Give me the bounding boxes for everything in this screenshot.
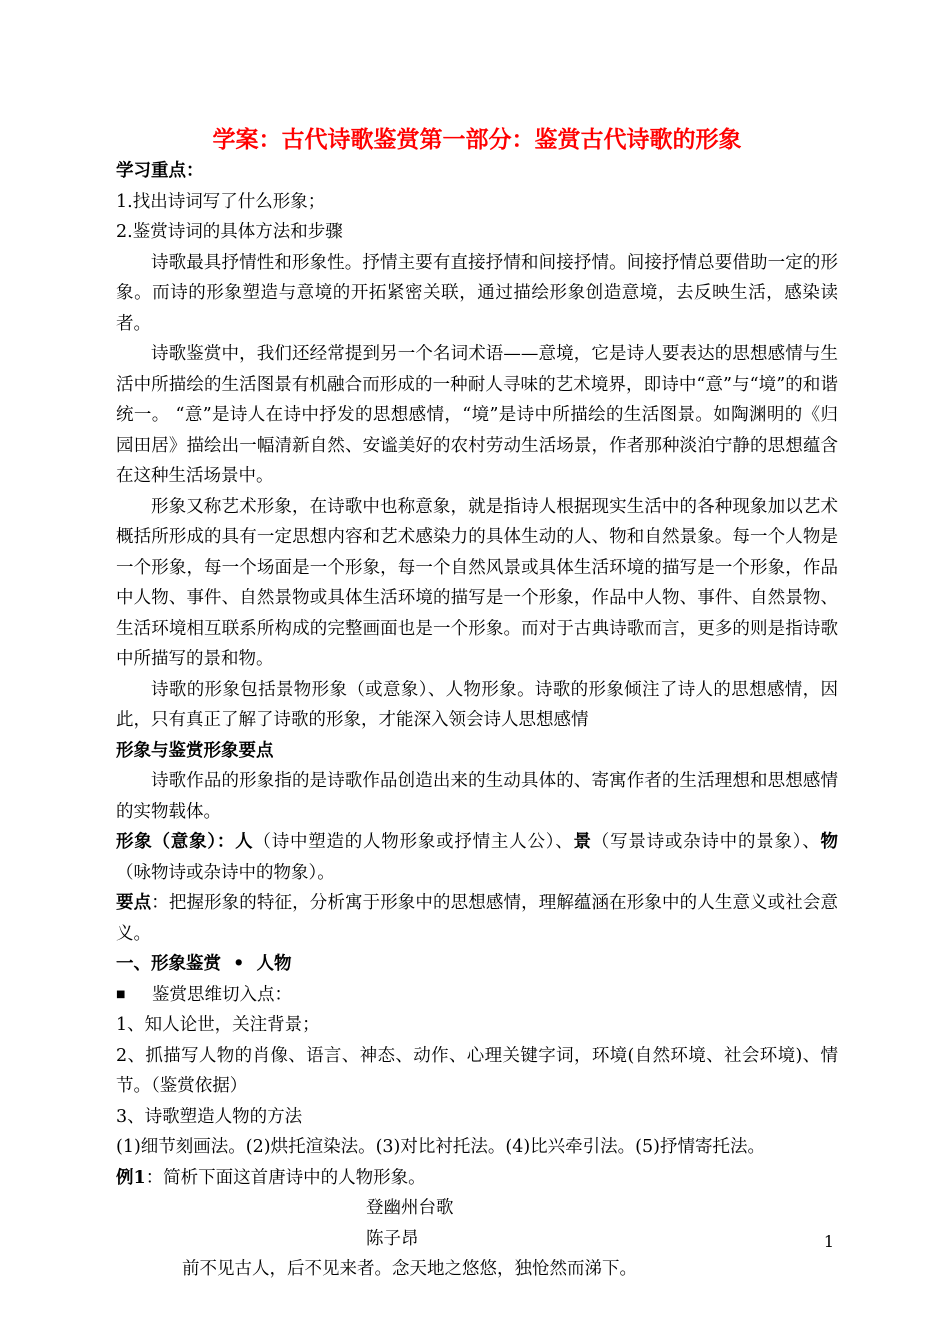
paragraph-1: 诗歌最具抒情性和形象性。抒情主要有直接抒情和间接抒情。间接抒情总要借助一定的形象。而诗的形象塑造与意境的开拓紧密关联，通过描绘形象创造意境，去反映生活，感染读者。 xyxy=(116,252,838,334)
methods-line: (1)细节刻画法。(2)烘托渲染法。(3)对比衬托法。(4)比兴牵引法。(5)抒情寄托法。 xyxy=(116,1137,765,1158)
wu-text: （咏物诗或杂诗中的物象）。 xyxy=(116,862,335,883)
image-label: 形象（意象）： xyxy=(116,832,236,852)
image-types-line xyxy=(116,827,838,888)
ren-text: （诗中塑造的人物形象或抒情主人公）、 xyxy=(253,832,574,852)
section-1-heading: 一、形象鉴赏 • 人物 xyxy=(116,954,292,974)
focus-item-1: 1.找出诗词写了什么形象； xyxy=(116,191,326,212)
square-bullet-icon: ■ xyxy=(116,988,126,1000)
section-heading-image-points: 形象与鉴赏形象要点 xyxy=(116,740,274,761)
bullet-text: 鉴赏思维切入点： xyxy=(152,984,292,1005)
key-points-text: ：把握形象的特征，分析寓于形象中的思想感情，理解蕴涵在形象中的人生意义或社会意义。 xyxy=(116,893,839,944)
example-label: 例1 xyxy=(116,1167,146,1188)
paragraph-4: 诗歌的形象包括景物形象（或意象）、人物形象。诗歌的形象倾注了诗人的思想感情，因此，只有真正了解了诗歌的形象，才能深入领会诗人思想感情 xyxy=(116,679,838,730)
example-text: ：简析下面这首唐诗中的人物形象。 xyxy=(145,1167,426,1188)
poem-line: 前不见古人，后不见来者。念天地之悠悠，独怆然而涕下。 xyxy=(182,1259,637,1280)
poem-author: 陈子昂 xyxy=(366,1228,419,1249)
paragraph-2: 诗歌鉴赏中，我们还经常提到另一个名词术语——意境，它是诗人要表达的思想感情与生活中所描绘的生活图景有机融合而形成的一种耐人寻味的艺术境界，即诗中“意”与“境”的和谐统一。 “意”是诗人在诗中抒发的思想感情，“境”是诗中所描绘的生活图景。如陶渊明的《归园田居》描绘出一幅清新自然、安谧美好的农村劳动生活场景，作者那种淡泊宁静的思想蕴含在这种生活场景中。 xyxy=(116,344,838,486)
point-1: 1、知人论世，关注背景； xyxy=(116,1015,320,1036)
key-points-label: 要点 xyxy=(116,893,152,913)
bullet-item xyxy=(116,980,838,1011)
paragraph-5: 诗歌作品的形象指的是诗歌作品创造出来的生动具体的、寄寓作者的生活理想和思想感情的实物载体。 xyxy=(116,771,838,822)
jing-label: 景 xyxy=(573,832,592,852)
page-number: 1 xyxy=(823,1232,834,1251)
ren-label: 人 xyxy=(235,832,254,852)
jing-text: （写景诗或杂诗中的景象）、 xyxy=(591,832,821,852)
point-2: 2、抓描写人物的肖像、语言、神态、动作、心理关键字词，环境(自然环境、社会环境)、情节。（鉴赏依据） xyxy=(116,1045,838,1097)
study-focus-heading: 学习重点： xyxy=(116,161,204,181)
page-content xyxy=(116,124,838,1285)
point-3: 3、诗歌塑造人物的方法 xyxy=(116,1106,303,1127)
wu-label: 物 xyxy=(820,832,839,852)
page-title: 学案：古代诗歌鉴赏第一部分：鉴赏古代诗歌的形象 xyxy=(212,127,742,153)
paragraph-3: 形象又称艺术形象，在诗歌中也称意象，就是指诗人根据现实生活中的各种现象加以艺术概括所形成的具有一定思想内容和艺术感染力的具体生动的人、物和自然景象。每一个人物是一个形象，每一个场面是一个形象，每一个自然风景或具体生活环境的描写是一个形象，作品中人物、事件、自然景物或具体生活环境的描写是一个形象，作品中人物、事件、自然景物、生活环境相互联系所构成的完整画面也是一个形象。而对于古典诗歌而言，更多的则是指诗歌中所描写的景和物。 xyxy=(116,496,838,669)
example-line xyxy=(116,1163,838,1194)
poem-title: 登幽州台歌 xyxy=(366,1198,454,1219)
focus-item-2: 2.鉴赏诗词的具体方法和步骤 xyxy=(116,222,343,242)
key-points-line xyxy=(116,888,838,949)
